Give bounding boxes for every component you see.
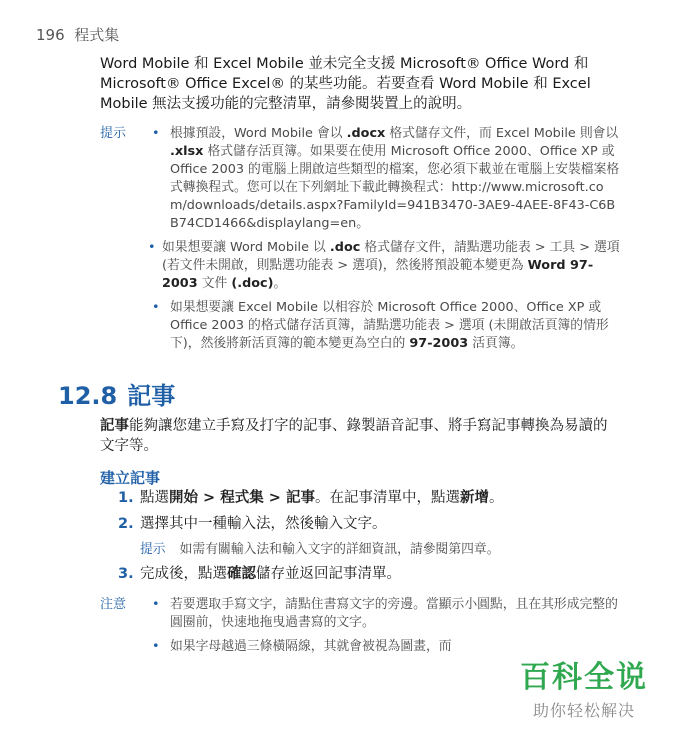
step-tip-label: 提示 — [140, 542, 166, 557]
watermark-logo — [520, 652, 648, 721]
tip-item: • 如果想要讓 Word Mobile 以 .doc 格式儲存文件，請點選功能表 > 工具 > 選項 (若文件未開啟，則點選功能表 > 選項)，然後將預設範本變更為 Word 97-2003 文件 (.doc)。 — [148, 240, 620, 291]
step-tip: 提示 如需有關輸入法和輸入文字的詳細資訊，請參閱第四章。 — [140, 542, 500, 557]
note-item: • 如果字母越過三條橫隔線，其就會被視為圖畫，而 — [152, 639, 452, 654]
step-item: 3. 完成後，點選確認儲存並返回記事清單。 — [118, 566, 401, 582]
step-item: 1. 點選開始 > 程式集 > 記事。在記事清單中，點選新增。 — [118, 490, 504, 506]
notes-description: 記事能夠讓您建立手寫及打字的記事、錄製語音記事、將手寫記事轉換為易讀的文字等。 — [100, 418, 608, 454]
bullet-icon: • — [152, 300, 160, 315]
tips-list — [148, 125, 620, 359]
tip-item: • 如果想要讓 Excel Mobile 以相容於 Microsoft Office 2000、Office XP 或 Office 2003 的格式儲存活頁簿，請點選功能表 > 選項 (未開啟活頁簿的情形下)，然後將新活頁簿的範本變更為空白的 97-2003 活頁簿。 — [152, 300, 609, 351]
download-link[interactable]: http://www.microsoft.com/downloads/details.aspx?FamilyId=941B3470-3AE9-4AEE-8F43-C6BB74CD1466&displaylang=en — [170, 180, 616, 231]
tip-item: • 根據預設，Word Mobile 會以 .docx 格式儲存文件，而 Excel Mobile 則會以 .xlsx 格式儲存活頁簿。如果要在使用 Microsoft Office 2000、Office XP 或 Office 2003 的電腦上開啟這些類型的檔案，您必須下載並在電腦上安裝檔案格式轉換程式。您可以在下列網址下載此轉換程式：http://www.microsoft.com/downloads/details.aspx?FamilyId=941B3470-3AE9-4AEE-8F43-C6BB74CD1466&displaylang=en。 — [152, 126, 620, 231]
notes-label: 注意 — [100, 597, 127, 612]
bullet-icon: • — [152, 597, 160, 612]
subheading-create-note: 建立記事 — [100, 469, 161, 487]
section-heading — [58, 376, 175, 411]
tips-label: 提示 — [100, 126, 127, 141]
intro-paragraph: Word Mobile 和 Excel Mobile 並未完全支援 Microsoft® Office Word 和 Microsoft® Office Excel® 的某些功能。若要查看 Word Mobile 和 Excel Mobile 無法支援功能的完整清單，請參閱裝置上的說明。 — [100, 56, 591, 112]
chapter-title: 程式集 — [74, 26, 120, 44]
section-number: 12.8 — [58, 382, 118, 410]
bullet-icon: • — [152, 126, 160, 141]
step-item: 2. 選擇其中一種輸入法，然後輸入文字。 — [118, 516, 387, 532]
section-title: 記事 — [127, 382, 176, 410]
page-header — [36, 24, 119, 45]
watermark-subtitle: 助你轻松解决 — [532, 701, 635, 720]
bullet-icon: • — [152, 639, 160, 654]
note-item: • 若要選取手寫文字，請點住書寫文字的旁邊。當顯示小圓點，且在其形成完整的圓圈前，快速地拖曳過書寫的文字。 — [152, 597, 618, 630]
page-number: 196 — [36, 26, 65, 44]
watermark-title: 百科全说 — [520, 660, 648, 695]
bullet-icon: • — [148, 240, 156, 255]
